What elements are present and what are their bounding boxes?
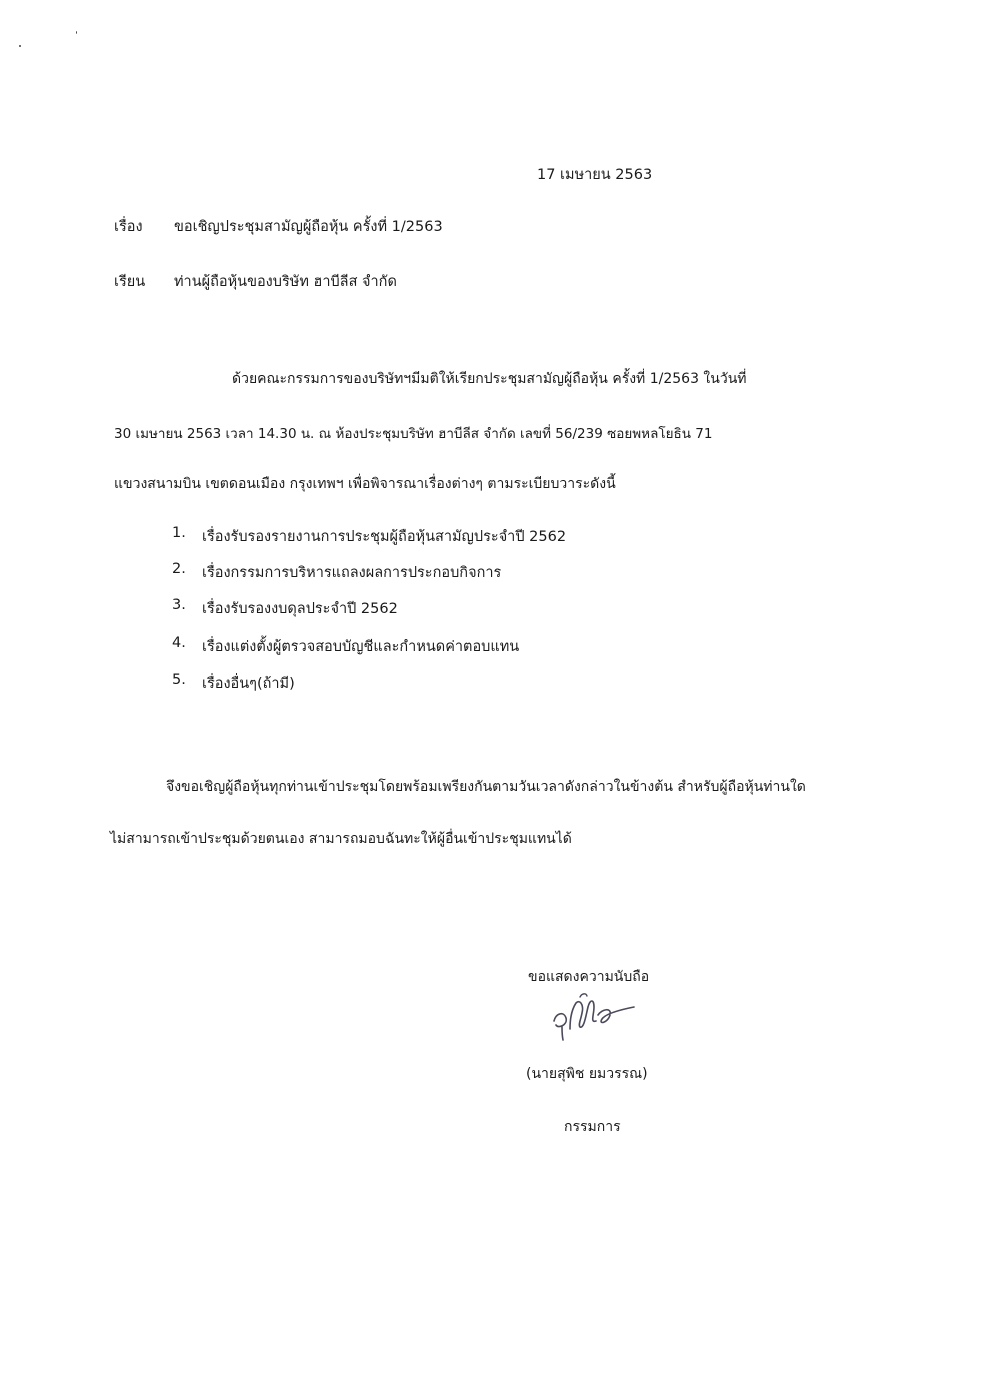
agenda-item-text: เรื่องรับรองงบดุลประจำปี 2562 <box>202 601 398 617</box>
agenda-item-number: 1. <box>172 525 186 541</box>
agenda-item-text: เรื่องรับรองรายงานการประชุมผู้ถือหุ้นสามัญประจำปี 2562 <box>202 529 567 545</box>
body-paragraph-line-2: 30 เมษายน 2563 เวลา 14.30 น. ณ ห้องประชุมบริษัท ฮาบีลีส จำกัด เลขที่ 56/239 ซอยพหลโยธิน 71 <box>114 426 713 442</box>
agenda-item-number: 5. <box>172 672 186 688</box>
conclusion-line-1: จึงขอเชิญผู้ถือหุ้นทุกท่านเข้าประชุมโดยพร้อมเพรียงกันตามวันเวลาดังกล่าวในข้างต้น สำหรับผู้ถือหุ้นท่านใด <box>166 779 806 795</box>
body-paragraph-line-3: แขวงสนามบิน เขตดอนเมือง กรุงเทพฯ เพื่อพิจารณาเรื่องต่างๆ ตามระเบียบวาระดังนี้ <box>114 476 616 492</box>
subject-label: เรื่อง <box>114 219 143 235</box>
conclusion-line-2: ไม่สามารถเข้าประชุมด้วยตนเอง สามารถมอบฉันทะให้ผู้อื่นเข้าประชุมแทนได้ <box>110 831 572 847</box>
subject-text: ขอเชิญประชุมสามัญผู้ถือหุ้น ครั้งที่ 1/2563 <box>174 219 443 235</box>
recipient-text: ท่านผู้ถือหุ้นของบริษัท ฮาบีลีส จำกัด <box>174 274 397 290</box>
body-paragraph-line-1: ด้วยคณะกรรมการของบริษัทฯมีมติให้เรียกประชุมสามัญผู้ถือหุ้น ครั้งที่ 1/2563 ในวันที่ <box>232 371 747 387</box>
agenda-item-text: เรื่องอื่นๆ(ถ้ามี) <box>202 676 295 692</box>
recipient-label: เรียน <box>114 274 146 290</box>
agenda-item-number: 2. <box>172 561 186 577</box>
letter-date: 17 เมษายน 2563 <box>537 167 653 183</box>
signer-name: (นายสุพิช ยมวรรณ) <box>526 1066 648 1082</box>
agenda-item-number: 4. <box>172 635 186 651</box>
scan-speck <box>76 31 77 34</box>
signer-position: กรรมการ <box>564 1119 621 1135</box>
agenda-item-text: เรื่องกรรมการบริหารแถลงผลการประกอบกิจการ <box>202 565 502 581</box>
scan-speck <box>19 45 21 47</box>
closing-salutation: ขอแสดงความนับถือ <box>528 969 650 985</box>
agenda-item-text: เรื่องแต่งตั้งผู้ตรวจสอบบัญชีและกำหนดค่าตอบแทน <box>202 639 520 655</box>
handwritten-signature <box>540 985 650 1055</box>
agenda-item-number: 3. <box>172 597 186 613</box>
